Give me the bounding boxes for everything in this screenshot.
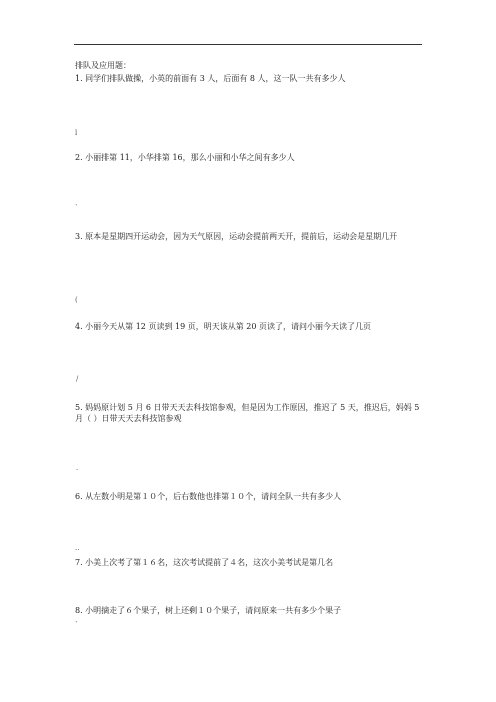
stray-mark: / <box>76 375 79 383</box>
stray-mark: .. <box>75 544 80 552</box>
question-3: 3. 原本是星期四开运动会，因为天气原因，运动会提前两天开，提前后，运动会是星期几开 <box>75 232 398 241</box>
question-1: 1. 同学们排队做操，小英的前面有 3 人，后面有 8 人，这一队一共有多少人 <box>75 74 346 83</box>
question-5: 5. 妈妈原计划 5 月 6 日带天天去科技馆参观，但是因为工作原因，推迟了 5 天，推迟后，妈妈 5 月（ ）日带天天去科技馆参观 <box>75 403 420 423</box>
stray-mark: . <box>76 464 79 472</box>
question-2: 2. 小丽排第 11，小华排第 16，那么小丽和小华之间有多少人 <box>75 153 295 162</box>
stray-mark: l <box>75 129 78 137</box>
header-rule <box>74 44 422 45</box>
stray-mark: ` <box>75 204 79 212</box>
stray-mark: ` <box>75 621 79 629</box>
section-heading: 排队及应用题： <box>75 61 131 70</box>
question-8: 8. 小明摘走了６个果子，树上还剩１０个果子，请问原来一共有多少个果子 <box>75 606 342 615</box>
stray-mark: ( <box>75 296 78 304</box>
question-4: 4. 小丽今天从第 12 页读到 19 页，明天该从第 20 页读了，请问小丽今天读了几页 <box>75 322 371 331</box>
question-6: 6. 从左数小明是第１０个，后右数他也排第１０个，请问全队一共有多少人 <box>75 492 342 501</box>
question-7: 7. 小美上次考了第１６名，这次考试提前了４名，这次小美考试是第几名 <box>75 558 334 567</box>
